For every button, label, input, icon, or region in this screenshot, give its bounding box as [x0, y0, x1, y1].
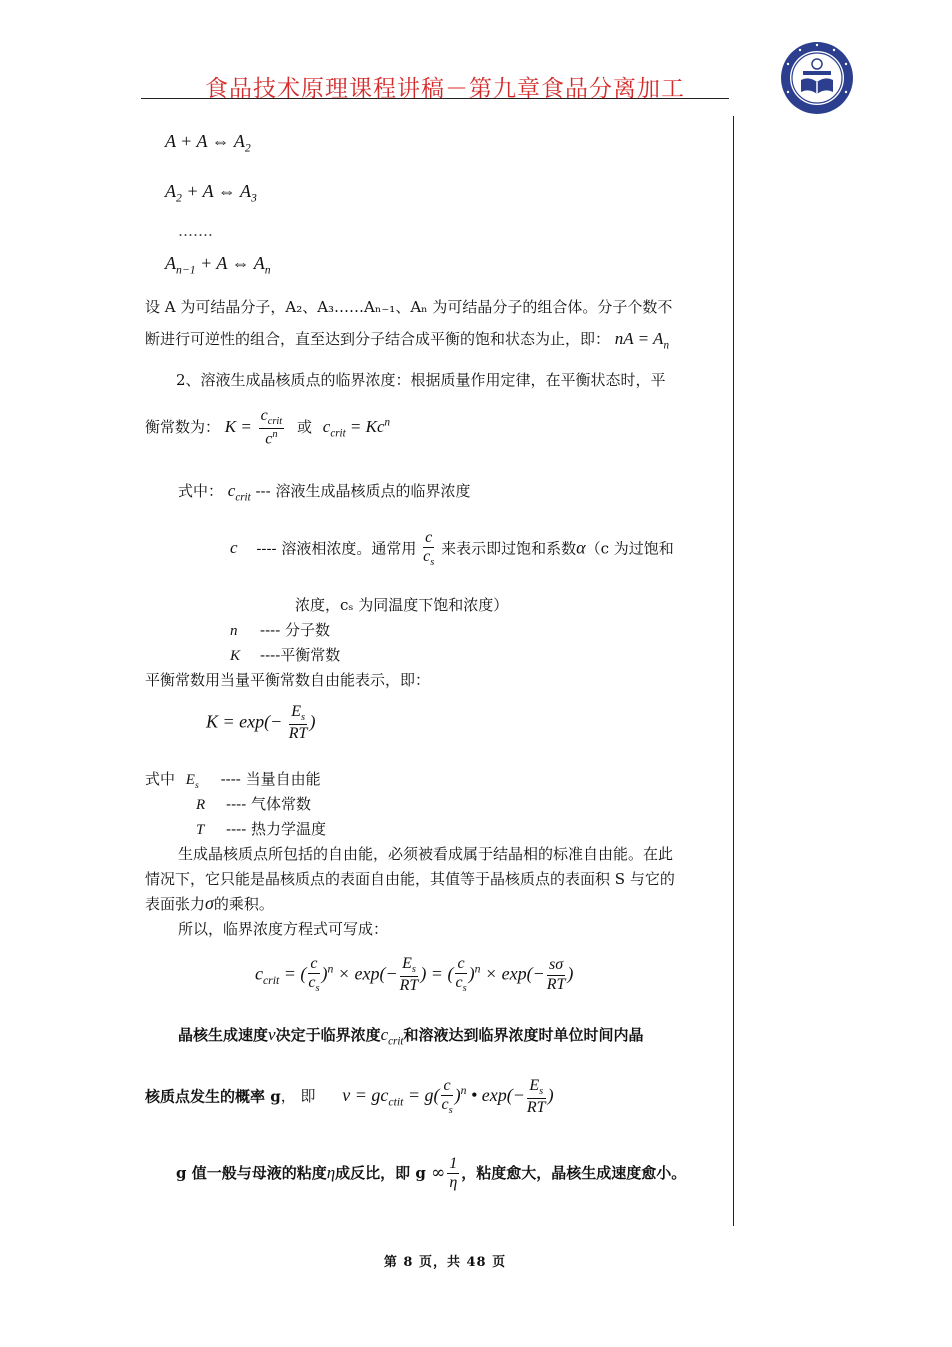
para1-line2: 断进行可逆性的组合，直至达到分子结合成平衡的饱和状态为止，即： nA = $A_n$ [145, 329, 669, 352]
defs2-Es: 式中 $E_s$ ---- 当量自由能 [145, 770, 321, 791]
para6-line: g 值一般与母液的粘度η成反比，即 g ∞ $\frac{1}{\eta}$ ，粘度愈大，晶核生成速度愈小。 [176, 1155, 687, 1192]
para4-line3: 表面张力σ的乘积。 [145, 893, 274, 913]
para3-line: 平衡常数用当量平衡常数自由能表示，即： [145, 671, 431, 689]
defs2-R: R ---- 气体常数 [196, 795, 312, 813]
side-rule [733, 116, 734, 1226]
para5-line1: 晶核生成速度v决定于临界浓度$c_{crit}$和溶液达到临界浓度时单位时间内晶 [178, 1025, 644, 1048]
equation-ccrit: $c_{crit}$ = ( $\frac{c}{c_s}$ )$^n$ × exp(− $\frac{E_s}{RT}$ ) = ( $\frac{c}{c_s}$ )$^n$ × exp(− $\frac{s\sigma}{RT}$ ) [255, 955, 574, 995]
equation-3: $A_{n-1} + A$ ⇔ $A_n$ [165, 253, 271, 277]
para4-line4: 所以，临界浓度方程式可写成： [178, 920, 389, 938]
page-header-title: 食品技术原理课程讲稿－第九章食品分离加工 [205, 76, 685, 102]
university-seal-icon [779, 40, 855, 116]
defs1-K: K ----平衡常数 [230, 646, 341, 664]
para2-line1: 2、溶液生成晶核质点的临界浓度：根据质量作用定律，在平衡状态时，平 [176, 371, 666, 389]
page-footer: 第 8 页，共 48 页 [383, 1255, 507, 1270]
c-over-cs-fraction: $\frac{c}{c_s}$ [423, 529, 435, 569]
defs1-c: c ---- 溶液相浓度。通常用 $\frac{c}{c_s}$ 来表示即过饱和系数α（c 为过饱和 [230, 529, 674, 569]
para2-line2: 衡常数为： K = $\frac{c_{crit}}{c^n}$ 或 $c_{crit} = Kc^n$ [145, 407, 391, 448]
equation-ellipsis: ……. [178, 222, 213, 240]
defs1-ccrit: 式中： $c_{crit}$ --- 溶液生成晶核质点的临界浓度 [178, 481, 471, 504]
defs2-T: T ---- 热力学温度 [196, 820, 327, 838]
para1-line1: 设 A 为可结晶分子，A₂、A₃……Aₙ₋₁、Aₙ 为可结晶分子的组合体。分子个数不 [145, 298, 673, 316]
equation-k-exp: K = exp(− $\frac{E_s}{RT}$ ) [206, 703, 316, 743]
k-fraction: $\frac{c_{crit}}{c^n}$ [260, 407, 283, 448]
equation-2: $A_2 + A$ ⇔ $A_3$ [165, 181, 257, 205]
equation-1: A + A ⇔ $A_2$ [165, 131, 251, 155]
para4-line1: 生成晶核质点所包括的自由能，必须被看成属于结晶相的标准自由能。在此 [178, 845, 674, 863]
defs1-n: n ---- 分子数 [230, 621, 331, 639]
para4-line2: 情况下，它只能是晶核质点的表面自由能，其值等于晶核质点的表面积 S 与它的 [145, 870, 675, 888]
defs1-c-cont: 浓度，cₛ 为同温度下饱和浓度） [295, 596, 509, 614]
header-rule [141, 98, 729, 99]
para5-line2: 核质点发生的概率 g， 即 $v = gc_{ctit} = g$( $\frac{c}{c_s}$ )$^n$ • exp(− $\frac{E_s}{RT}$ ) [145, 1077, 554, 1117]
